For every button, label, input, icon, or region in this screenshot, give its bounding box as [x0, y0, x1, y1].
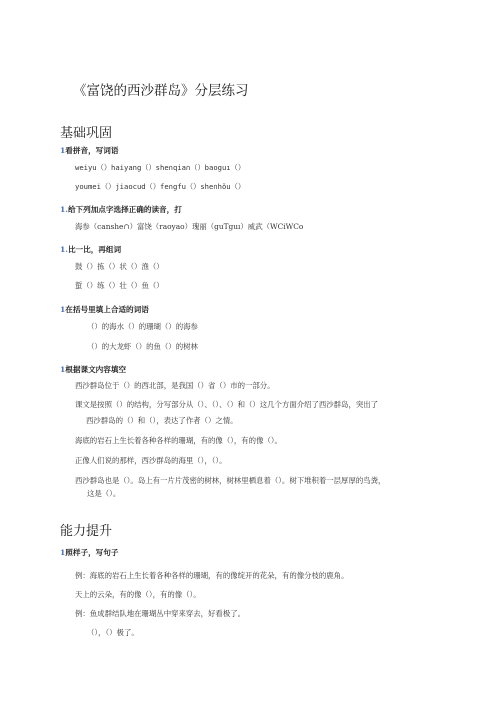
exercise-line: （）的大龙虾（）的鱼（）的树林: [87, 342, 198, 351]
question-number: 1: [60, 365, 66, 374]
exercise-line: 鼓（）拣（）状（）渔（）: [75, 262, 164, 271]
question-number: 1: [60, 146, 66, 155]
exercise-line: 西沙群岛也是（）。岛上有一片片茂密的树林，树林里栖息着（）。树下堆积着一层厚厚的鸟粪，: [75, 476, 386, 485]
question-title: [60, 204, 182, 215]
question-text: 看拼音，写词语: [65, 146, 119, 155]
exercise-line: 例：鱼成群结队地在珊瑚丛中穿来穿去，好看极了。: [75, 609, 245, 618]
question-text: 照样子，写句子: [65, 548, 119, 557]
question-title: [60, 244, 121, 255]
exercise-line: 蜇（）练（）壮（）鱼（）: [75, 281, 164, 290]
section-heading-advanced: 能力提升: [60, 524, 113, 539]
exercise-line: 天上的云朵，有的像（），有的像（）。: [75, 590, 201, 599]
exercise-line: 海底的岩石上生长着各种各样的珊瑚，有的像（），有的像（）。: [75, 436, 282, 445]
question-title: [60, 364, 126, 375]
question-text: 比一比，再组词: [67, 245, 122, 254]
pinyin-line: weiyu（）haiyang（）she∩qia∩（）baoguı（）: [75, 163, 246, 172]
question-title: [60, 145, 118, 156]
exercise-line: 正像人们说的那样，西沙群岛的海里（），（）。: [75, 456, 227, 465]
exercise-line: 西沙群岛位于（）的西北部，是我国（）省（）市的一部分。: [75, 381, 275, 390]
question-text: 根据课文内容填空: [65, 365, 127, 374]
exercise-line: （）的海水（）的珊瑚（）的海参: [87, 322, 198, 331]
exercise-line: 西沙群岛的（）和（），表达了作者（）之情。: [86, 416, 238, 425]
question-title: [60, 304, 149, 315]
question-text: 给下列加点字选择正确的读音，打: [67, 205, 182, 214]
exercise-line: 这是（）。: [87, 489, 121, 498]
question-title: [60, 547, 118, 558]
exercise-line: （），（）极了。: [87, 628, 139, 637]
worksheet-title: 《富饶的西沙群岛》分层练习: [73, 83, 249, 99]
section-heading-basic: 基础巩固: [60, 126, 113, 141]
question-number: 1.: [60, 245, 68, 254]
exercise-line: 课文是按照（）的结构，分写部分从（）、（）、（）和（）这几个方面介绍了西沙群岛，突出了: [75, 400, 379, 409]
question-number: 1: [60, 305, 66, 314]
exercise-line: 海参（canshe∩）富饶（raoyao）瑰丽（guTguı）威武（WCiWCo: [75, 222, 304, 231]
pinyin-line: youmei（）jiaocud（）fe∩gfu（）she∩hǒu（）: [75, 182, 246, 191]
question-text: 在括号里填上合适的词语: [65, 305, 149, 314]
exercise-line: 例：海底的岩石上生长着各种各样的珊瑚，有的像绽开的花朵，有的像分枝的鹿角。: [75, 571, 349, 580]
question-number: 1.: [60, 205, 68, 214]
question-number: 1: [60, 548, 66, 557]
